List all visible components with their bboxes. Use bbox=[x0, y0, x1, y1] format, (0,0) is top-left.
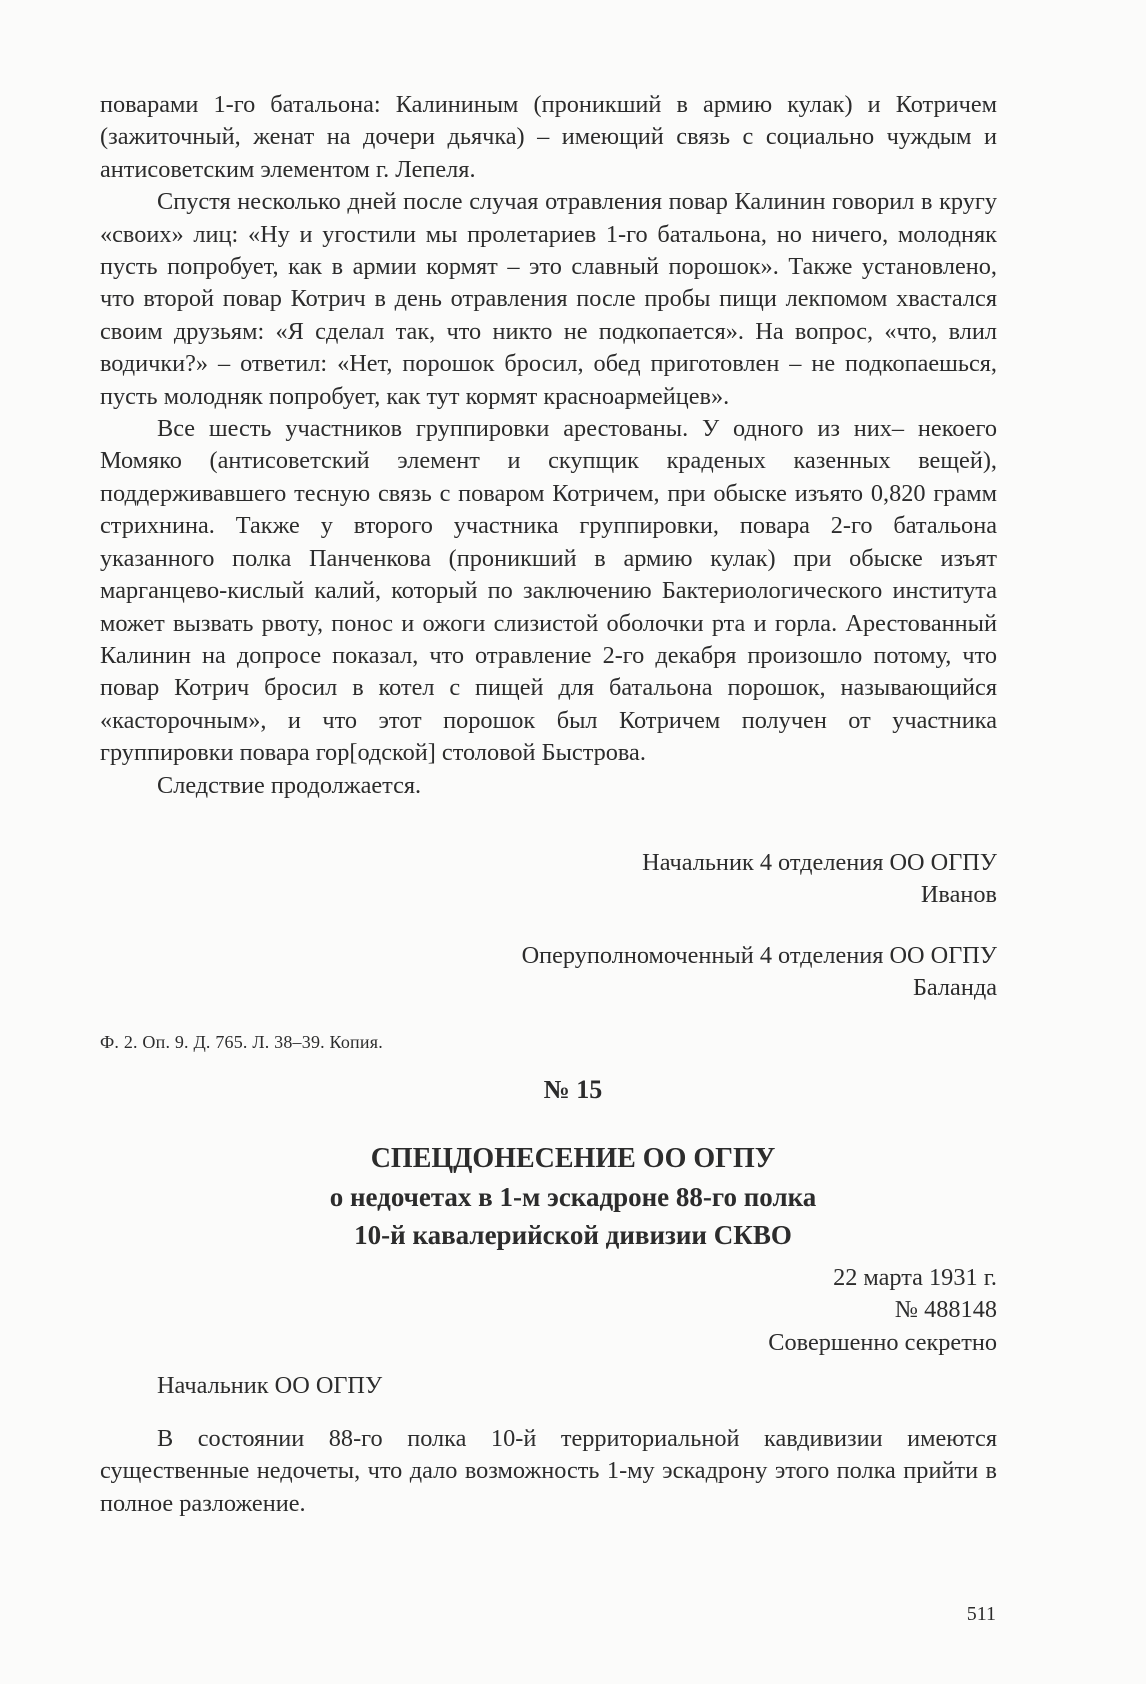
document-title-line: о недочетах в 1-м эскадроне 88-го полка bbox=[329, 1182, 817, 1212]
document-meta bbox=[768, 1262, 997, 1359]
paragraph-continuation: поварами 1-го батальона: Калининым (проникший в армию кулак) и Котричем (зажиточный, женат на дочери дьячка) – имеющий связь с социально чуждым и антисоветским элементом г. Лепеля. bbox=[100, 91, 997, 183]
document-date: 22 марта 1931 г. bbox=[833, 1264, 997, 1291]
document-reg-number: № 488148 bbox=[894, 1296, 997, 1324]
upper-text bbox=[100, 89, 997, 802]
document-addressee: Начальник ОО ОГПУ bbox=[157, 1372, 383, 1399]
archive-reference: Ф. 2. Оп. 9. Д. 765. Л. 38–39. Копия. bbox=[100, 1032, 383, 1052]
document-number: № 15 bbox=[543, 1075, 603, 1104]
signature-position: Начальник 4 отделения ОО ОГПУ bbox=[642, 849, 997, 876]
signature-name: Баланда bbox=[912, 974, 997, 1002]
document-title bbox=[0, 1140, 1146, 1254]
signature-name: Иванов bbox=[920, 881, 997, 909]
signature-block-second bbox=[522, 940, 997, 1005]
paragraph-poisoning-testimony: Спустя несколько дней после случая отравления повар Калинин говорил в кругу «своих» лиц: «Ну и угостили мы пролетариев 1-го батальона, но ничего, молодняк пусть попробует, как в армии кормят – это славный порошок». Также установлено, что второй повар Котрич в день отравления после пробы пищи лекпомом хвастался своим друзьям: «Я сделал так, что никто не подкопается». На вопрос, «что, влил водички?» – ответил: «Нет, порошок бросил, обед приготовлен – не подкопаешься, пусть молодняк попробует, как тут кормят красноармейцев». bbox=[100, 188, 997, 410]
document-body bbox=[100, 1423, 997, 1520]
signature-position: Оперуполномоченный 4 отделения ОО ОГПУ bbox=[521, 942, 997, 969]
document-title-line: 10-й кавалерийской дивизии СКВО bbox=[354, 1220, 792, 1250]
paragraph-investigation: Следствие продолжается. bbox=[157, 771, 422, 799]
document-classification: Совершенно секретно bbox=[768, 1328, 997, 1356]
body-paragraph: В состоянии 88-го полка 10-й территориальной кавдивизии имеются существенные недочеты, что дало возможность 1-му эскадрону этого полка прийти в полное разложение. bbox=[100, 1425, 997, 1517]
signature-block-first bbox=[642, 847, 997, 912]
page-number: 511 bbox=[966, 1603, 996, 1625]
paragraph-arrests: Все шесть участников группировки арестованы. У одного из них– некоего Момяко (антисоветский элемент и скупщик краденых казенных вещей), поддерживавшего тесную связь с поваром Котричем, при обыске изъято 0,820 грамм стрихнина. Также у второго участника группировки, повара 2-го батальона указанного полка Панченкова (проникший в армию кулак) при обыске изъят марганцево-кислый калий, который по заключению Бактериологического института может вызвать рвоту, понос и ожоги слизистой оболочки рта и горла. Арестованный Калинин на допросе показал, что отравление 2-го декабря произошло потому, что повар Котрич бросил в котел с пищей для батальона порошок, называющийся «касторочным», и что этот порошок был Котричем получен от участника группировки повара гор[одской] столовой Быстрова. bbox=[100, 415, 997, 767]
document-title-main: СПЕЦДОНЕСЕНИЕ ОО ОГПУ bbox=[370, 1143, 776, 1174]
